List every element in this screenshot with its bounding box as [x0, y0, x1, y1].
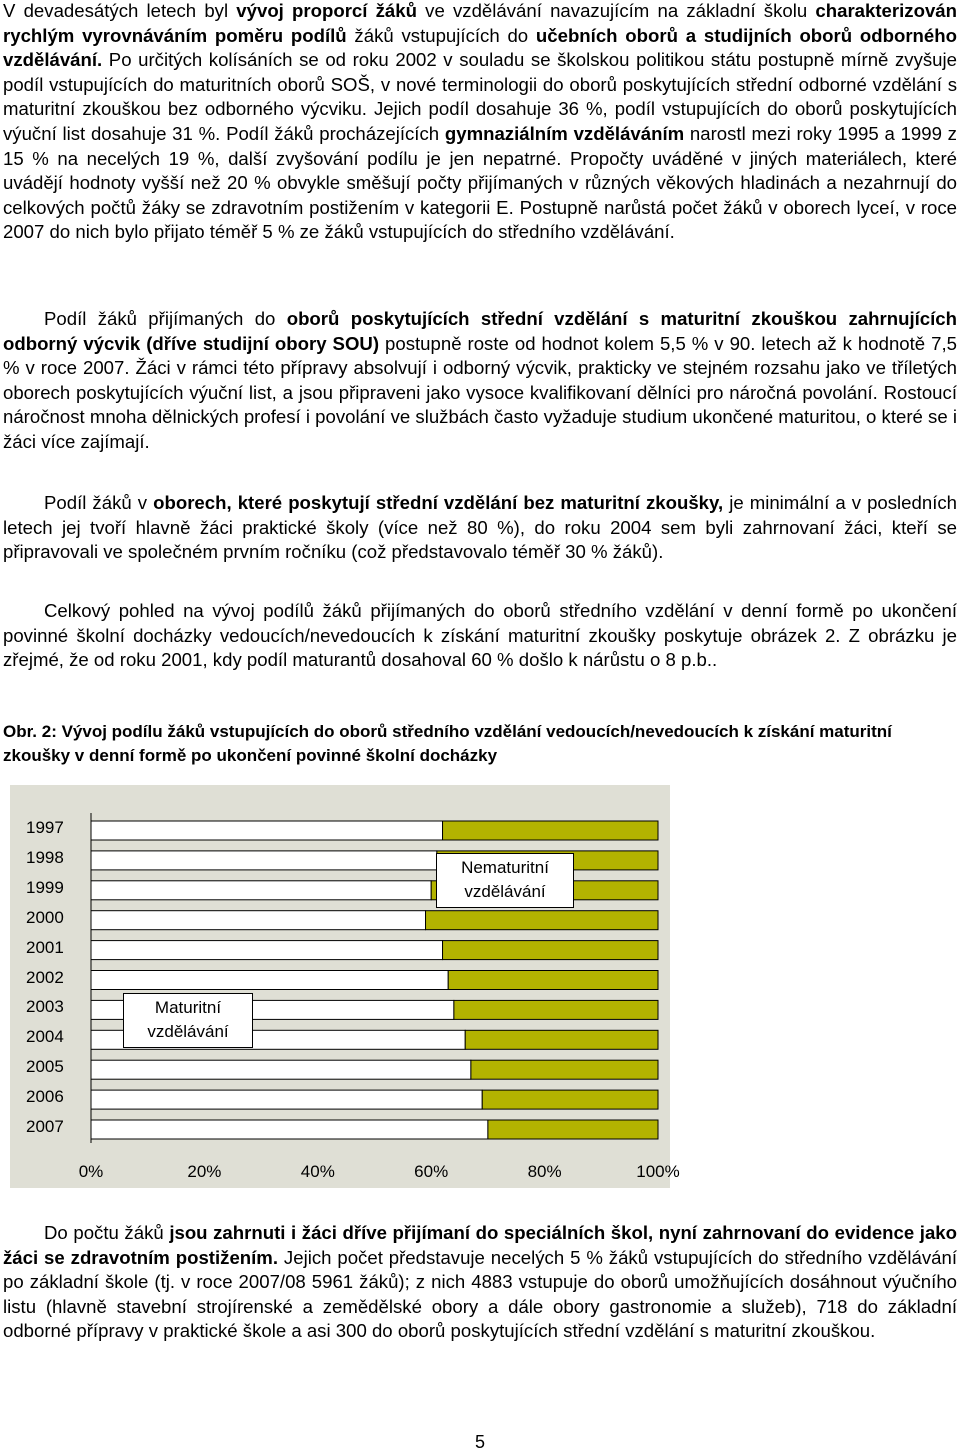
p1-run-8: narostl mezi roky 1995 a 1999 z 15 % na necelých 19 %, další zvyšování podílu je jen nepatrné. Propočty uváděné v jiných materiálech, které uvádějí hodnoty vyšší než 20 % obvykle směšují počty přijímaných v různých věkových hladinách a nezahrnují do celkových počtů žáky se zdravotním postižením v kategorii E. Postupně narůstá počet žáků v oborech lyceí, v roce 2007 do nich bylo přijato téměř 5 % ze žáků vstupujících do středního vzdělávání.: [3, 122, 957, 243]
bar-nematuritni-2006: [482, 1090, 658, 1109]
paragraph-5: [3, 1221, 957, 1344]
p1-run-6: Po určitých kolísáních se od roku 2002 v souladu se školskou politikou státu postupně mírně zvyšuje podíl vstupujících do maturitních oborů SOŠ, v nové terminologii do oborů poskytujících střední odborné vzdělání s maturitní zkouškou bez odborného výcviku. Jejich podíl dosahuje 36 %, podíl vstupujících do oborů poskytujících výuční list dosahuje 31 %. Podíl žáků procházejících: [3, 49, 957, 144]
bar-nematuritni-2003: [454, 1000, 658, 1019]
label-maturitni: [123, 993, 253, 1048]
page-number: 5: [474, 1432, 485, 1452]
y-tick-label-1999: 1999: [26, 877, 64, 897]
p1-run-7: gymnaziálním vzděláváním: [444, 122, 685, 144]
bar-maturitni-1998: [91, 851, 437, 870]
bar-maturitni-2001: [91, 941, 443, 960]
paragraph-4: [3, 599, 957, 673]
p5-run-0: Do počtu žáků: [44, 1222, 170, 1243]
paragraph-1: [3, 0, 957, 245]
y-tick-label-1998: 1998: [26, 847, 64, 867]
x-tick-label-2: 40%: [300, 1162, 335, 1181]
x-tick-label-4: 80%: [527, 1162, 562, 1181]
bar-nematuritni-2004: [465, 1030, 658, 1049]
bar-maturitni-2005: [91, 1060, 471, 1079]
p2-run-2: postupně roste od hodnot kolem 5,5 % v 90. letech až k hodnotě 7,5 % v roce 2007. Žáci v rámci této přípravy absolvují i odborný výcvik, prakticky ve stejném rozsahu jako ve tříletých oborech poskytujících výuční list, a jsou připraveni jako vysoce kvalifikovaní dělníci pro náročná povolání. Rostoucí náročnost mnoha dělnických profesí i povolání ve službách často vyžaduje studium ukončené maturitou, o které se i žáci více zajímají.: [3, 332, 957, 452]
x-tick-label-0: 0%: [78, 1162, 104, 1181]
p2-run-1: oborů poskytujících střední vzdělání s maturitní zkouškou zahrnujících odborný výcvik (dříve studijní obory SOU): [3, 308, 957, 354]
p5-run-1: jsou zahrnuti i žáci dříve přijímaní do speciálních škol, nyní zahrnovaní do evidence jako žáci se zdravotním postižením.: [3, 1222, 957, 1268]
bar-nematuritni-1997: [443, 821, 658, 840]
y-tick-label-2000: 2000: [26, 907, 64, 927]
y-tick-label-2007: 2007: [26, 1117, 64, 1136]
p1-run-1: vývoj proporcí žáků: [236, 0, 417, 21]
p1-run-5: učebních oborů a studijních oborů odborného vzdělávání.: [3, 24, 957, 71]
p3-run-0: Podíl žáků v: [44, 492, 154, 513]
paragraph-3: [3, 491, 957, 565]
bar-nematuritni-2000: [426, 911, 658, 930]
y-tick-label-1997: 1997: [26, 818, 64, 837]
p1-run-3: charakterizován rychlým vyrovnáváním poměru podílů: [3, 0, 957, 46]
bar-maturitni-2006: [91, 1090, 482, 1109]
paragraph-2: [3, 307, 957, 455]
caption-label: Obr.: [3, 722, 38, 741]
bar-maturitni-2007: [91, 1120, 488, 1139]
bar-maturitni-2000: [91, 911, 426, 930]
p1-run-4: žáků vstupujících do: [346, 24, 536, 46]
p3-run-1: oborech, které poskytují střední vzdělání bez maturitní zkoušky,: [153, 492, 724, 513]
label-nematuritni-text: Nematuritní vzdělávání: [461, 858, 549, 901]
p5-run-2: Jejich počet představuje necelých 5 % žáků vstupujících do středního vzdělávání po základní škole (tj. v roce 2007/08 5961 žáků); z nich 4883 vstupuje do oborů umožňujících dosáhnout výučního listu (hlavně stavební strojírenské a zemědělské obory a dále obory gastronomie a služeb), 718 do základní odborné přípravy v praktické škole a asi 300 do oborů poskytujících střední vzdělání s maturitní zkouškou.: [3, 1246, 957, 1342]
chart-plot: [10, 785, 670, 1188]
y-tick-label-2003: 2003: [26, 997, 64, 1017]
bar-maturitni-1999: [91, 881, 431, 900]
x-tick-label-1: 20%: [187, 1162, 222, 1181]
stacked-bar-chart: [10, 785, 670, 1188]
p1-run-2: ve vzdělávání navazujícím na základní školu: [416, 0, 816, 21]
y-tick-label-2006: 2006: [26, 1087, 64, 1107]
bar-nematuritni-2002: [448, 971, 658, 990]
bar-nematuritni-2005: [471, 1060, 658, 1079]
p3-run-2: je minimální a v posledních letech jej tvoří hlavně žáci praktické školy (více než 80 %), do roku 2004 sem byli zahrnovaní žáci, kteří se připravovali ve společném prvním ročníku (což představovalo téměř 30 % žáků).: [3, 492, 958, 563]
y-tick-label-2002: 2002: [26, 967, 64, 987]
y-tick-label-2005: 2005: [26, 1057, 64, 1077]
x-tick-label-5: 100%: [636, 1162, 680, 1181]
p4-run-0: Celkový pohled na vývoj podílů žáků přijímaných do oborů středního vzdělání v denní formě po ukončení povinné školní docházky vedoucích/nevedoucích k získání maturitní zkoušky poskytuje obrázek 2. Z obrázku je zřejmé, že od roku 2001, kdy podíl maturantů dosahoval 60 % došlo k nárůstu o 8 p.b..: [3, 600, 957, 671]
bar-nematuritni-2007: [488, 1120, 658, 1139]
bar-maturitni-2002: [91, 971, 448, 990]
bar-maturitni-1997: [91, 821, 443, 840]
x-tick-label-3: 60%: [414, 1162, 449, 1181]
p2-run-0: Podíl žáků přijímaných do: [44, 308, 287, 329]
bar-nematuritni-2001: [443, 941, 658, 960]
label-maturitni-text: Maturitní vzdělávání: [147, 998, 229, 1041]
y-tick-label-2001: 2001: [26, 937, 64, 957]
caption-text: 2: Vývoj podílu žáků vstupujících do oborů středního vzdělání vedoucích/nevedoucích k získání maturitní zkoušky v denní formě po ukončení povinné školní docházky: [3, 722, 892, 765]
p1-run-0: V devadesátých letech byl: [3, 0, 237, 21]
figure-caption: [3, 720, 957, 767]
y-tick-label-2004: 2004: [26, 1027, 64, 1047]
label-nematuritni: [436, 853, 574, 908]
